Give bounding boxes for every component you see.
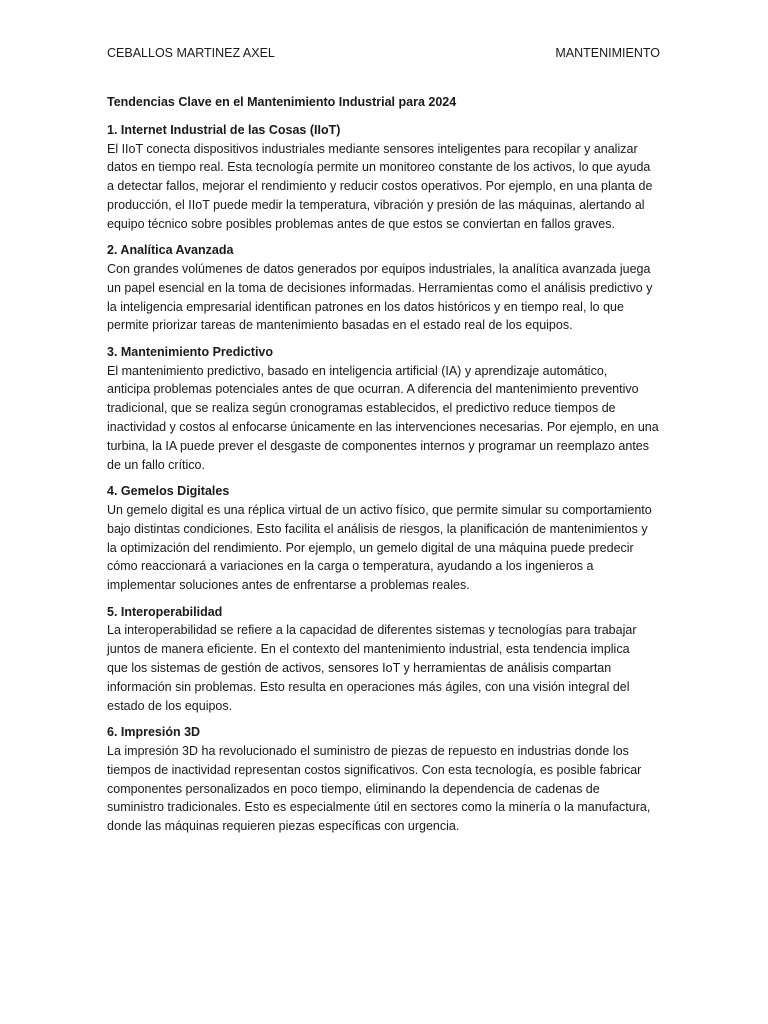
document-title: Tendencias Clave en el Mantenimiento Industrial para 2024 bbox=[107, 95, 457, 109]
section-heading: 5. Interoperabilidad bbox=[107, 604, 223, 619]
paragraph-line: La interoperabilidad se refiere a la capacidad de diferentes sistemas y tecnologías para trabajar bbox=[107, 623, 637, 638]
paragraph-line: El mantenimiento predictivo, basado en inteligencia artificial (IA) y aprendizaje automático, bbox=[107, 363, 608, 378]
section-heading: 1. Internet Industrial de las Cosas (IIoT) bbox=[107, 123, 341, 137]
section-paragraph bbox=[107, 362, 663, 475]
header-subject: MANTENIMIENTO bbox=[555, 46, 660, 60]
paragraph-line: anticipa problemas potenciales antes de que ocurran. A diferencia del mantenimiento preventivo bbox=[107, 382, 639, 397]
paragraph-line: La impresión 3D ha revolucionado el suministro de piezas de repuesto en industrias donde los bbox=[107, 743, 629, 758]
paragraph-line: Con grandes volúmenes de datos generados por equipos industriales, la analítica avanzada juega bbox=[107, 261, 651, 276]
section-analitica bbox=[107, 241, 663, 335]
paragraph-line: tiempos de inactividad representan costos significativos. Con esta tecnología, es posible fabricar bbox=[107, 762, 642, 777]
section-interoperabilidad bbox=[107, 603, 663, 715]
paragraph-line: tradicional, que se realiza según cronogramas establecidos, el predictivo reduce tiempos de bbox=[107, 401, 616, 416]
paragraph-line: equipo técnico sobre posibles problemas antes de que estos se conviertan en fallos graves. bbox=[107, 216, 615, 231]
paragraph-line: turbina, la IA puede prever el desgaste de componentes internos y programar un reemplazo antes bbox=[107, 438, 649, 453]
section-gemelos bbox=[107, 482, 663, 594]
section-heading: 2. Analítica Avanzada bbox=[107, 243, 234, 258]
paragraph-line: Un gemelo digital es una réplica virtual de un activo físico, que permite simular su comportamiento bbox=[107, 502, 652, 517]
paragraph-line: estado de los equipos. bbox=[107, 698, 233, 713]
paragraph-line: inactividad y costos al enfocarse únicamente en las intervenciones necesarias. Por ejemplo, en una bbox=[107, 420, 659, 435]
section-paragraph bbox=[107, 742, 663, 836]
paragraph-line: la inteligencia empresarial identifican patrones en los datos históricos y en tiempo real, lo que bbox=[107, 299, 624, 314]
section-paragraph bbox=[107, 140, 663, 234]
section-heading: 4. Gemelos Digitales bbox=[107, 484, 230, 499]
section-heading: 6. Impresión 3D bbox=[107, 725, 201, 740]
paragraph-line: componentes personalizados en poco tiempo, eliminando la dependencia de cadenas de bbox=[107, 781, 600, 796]
paragraph-line: implementar soluciones antes de enfrentarse a problemas reales. bbox=[107, 578, 470, 593]
section-paragraph bbox=[107, 621, 663, 715]
paragraph-line: producción, el IIoT puede medir la temperatura, vibración y presión de las máquinas, alertando al bbox=[107, 197, 645, 212]
section-impresion-3d bbox=[107, 723, 663, 835]
paragraph-line: juntos de manera eficiente. En el contexto del mantenimiento industrial, esta tendencia implica bbox=[107, 642, 630, 657]
paragraph-line: suministro tradicionales. Esto es especialmente útil en sectores como la minería o la manufactura, bbox=[107, 800, 651, 815]
paragraph-line: cómo reaccionará a variaciones en la carga o temperatura, ayudando a los ingenieros a bbox=[107, 559, 594, 574]
paragraph-line: que los sistemas de gestión de activos, sensores IoT y herramientas de análisis compartan bbox=[107, 661, 612, 676]
paragraph-line: la optimización del rendimiento. Por ejemplo, un gemelo digital de una máquina puede predecir bbox=[107, 540, 634, 555]
section-heading: 3. Mantenimiento Predictivo bbox=[107, 345, 274, 360]
section-paragraph bbox=[107, 260, 663, 335]
paragraph-line: de un fallo crítico. bbox=[107, 457, 205, 472]
paragraph-line: datos en tiempo real. Esta tecnología permite un monitoreo constante de los activos, lo que ayuda bbox=[107, 160, 651, 175]
section-iiot bbox=[107, 121, 663, 233]
header-author: CEBALLOS MARTINEZ AXEL bbox=[107, 46, 275, 60]
section-predictivo bbox=[107, 343, 663, 474]
paragraph-line: bajo distintas condiciones. Esto facilita el análisis de riesgos, la planificación de mantenimientos y bbox=[107, 521, 648, 536]
paragraph-line: donde las máquinas requieren piezas específicas con urgencia. bbox=[107, 819, 460, 834]
paragraph-line: El IIoT conecta dispositivos industriales mediante sensores inteligentes para recopilar y analizar bbox=[107, 141, 638, 156]
page-header bbox=[107, 46, 660, 60]
paragraph-line: permite priorizar tareas de mantenimiento basadas en el estado real de los equipos. bbox=[107, 318, 573, 333]
document-body bbox=[107, 93, 663, 844]
paragraph-line: a detectar fallos, mejorar el rendimiento y reducir costos operativos. Por ejemplo, en una planta de bbox=[107, 179, 653, 194]
paragraph-line: un papel esencial en la toma de decisiones informadas. Herramientas como el análisis predictivo y bbox=[107, 280, 653, 295]
section-paragraph bbox=[107, 501, 663, 595]
paragraph-line: información sin problemas. Esto resulta en operaciones más ágiles, con una visión integral del bbox=[107, 679, 630, 694]
